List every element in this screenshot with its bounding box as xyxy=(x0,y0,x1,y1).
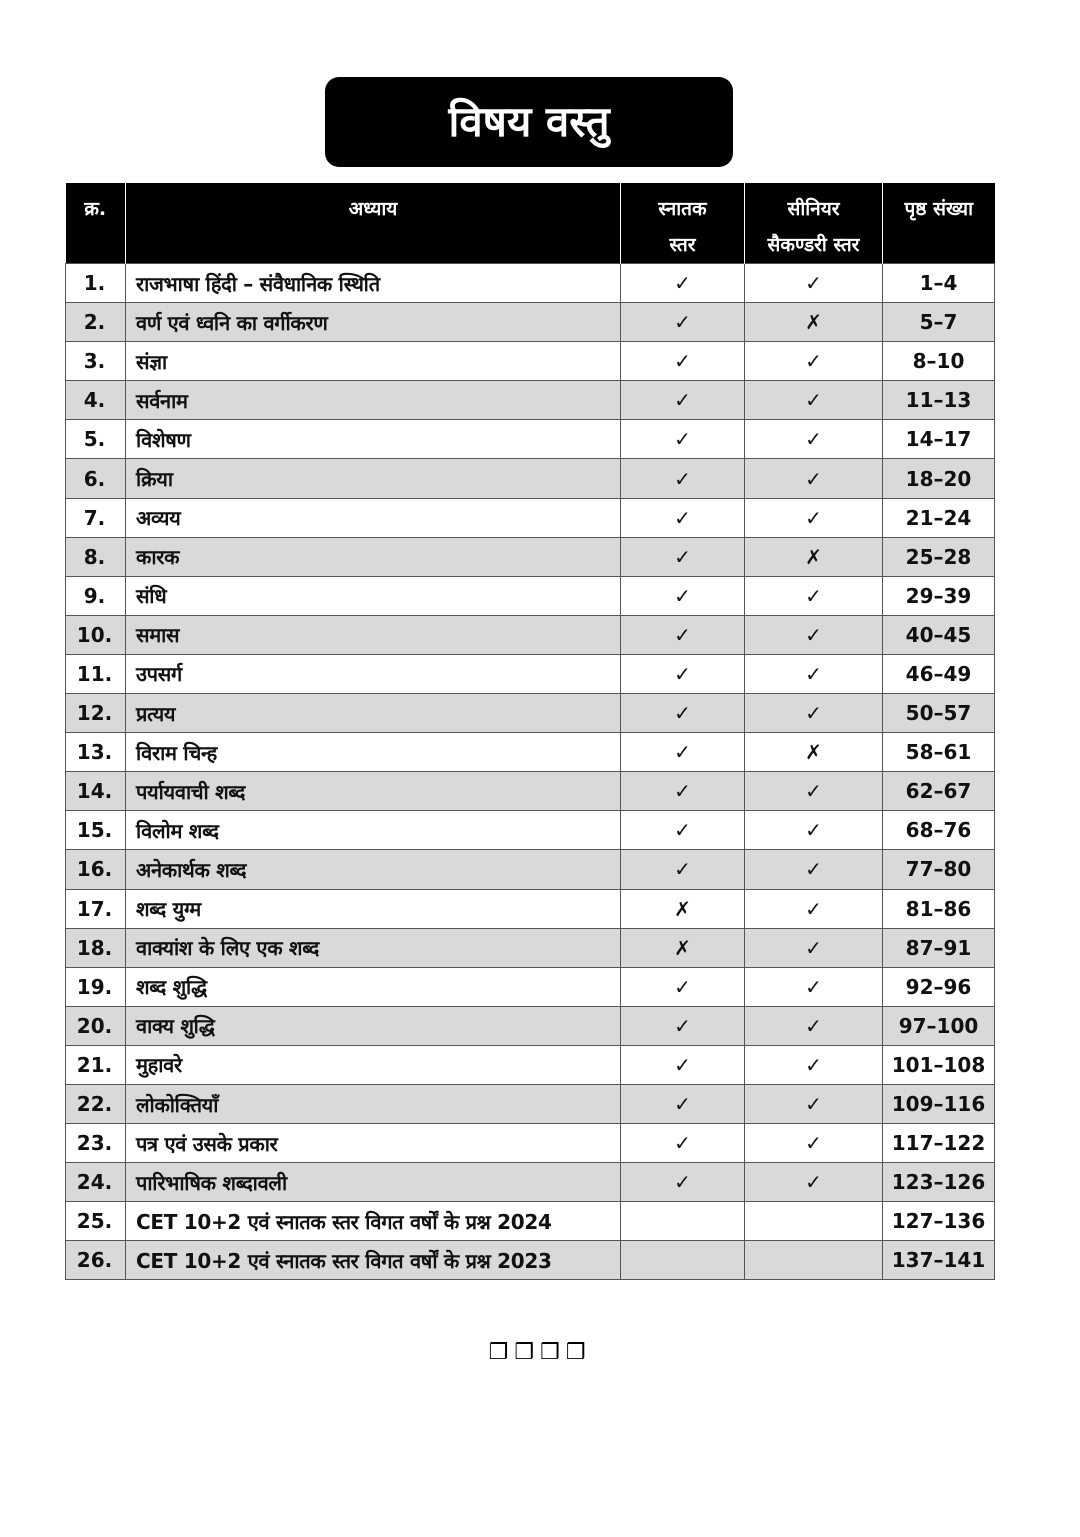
table-row xyxy=(66,342,995,381)
table-header xyxy=(66,183,995,264)
header-serial: क्र. xyxy=(66,183,126,264)
row-graduate-mark: ✓ xyxy=(621,1124,745,1163)
table-row xyxy=(66,654,995,693)
row-serial: 17. xyxy=(66,889,126,928)
row-pages: 68–76 xyxy=(883,811,995,850)
row-serial: 14. xyxy=(66,772,126,811)
row-chapter: वाक्यांश के लिए एक शब्द xyxy=(126,928,621,967)
row-serial: 7. xyxy=(66,498,126,537)
table-row xyxy=(66,537,995,576)
row-chapter: विलोम शब्द xyxy=(126,811,621,850)
row-graduate-mark: ✓ xyxy=(621,342,745,381)
header-graduate-level: स्नातक स्तर xyxy=(621,183,745,264)
row-pages: 77–80 xyxy=(883,850,995,889)
row-chapter: पत्र एवं उसके प्रकार xyxy=(126,1124,621,1163)
row-senior-mark: ✗ xyxy=(745,537,883,576)
row-chapter: क्रिया xyxy=(126,459,621,498)
table-row xyxy=(66,381,995,420)
row-chapter: उपसर्ग xyxy=(126,654,621,693)
row-chapter: CET 10+2 एवं स्नातक स्तर विगत वर्षों के प्रश्न 2024 xyxy=(126,1202,621,1241)
table-row xyxy=(66,498,995,537)
row-pages: 101–108 xyxy=(883,1045,995,1084)
row-chapter: मुहावरे xyxy=(126,1045,621,1084)
table-row xyxy=(66,733,995,772)
row-senior-mark: ✓ xyxy=(745,459,883,498)
row-senior-mark: ✓ xyxy=(745,1124,883,1163)
row-graduate-mark: ✓ xyxy=(621,381,745,420)
row-pages: 87–91 xyxy=(883,928,995,967)
table-row xyxy=(66,303,995,342)
row-senior-mark: ✓ xyxy=(745,264,883,303)
row-pages: 81–86 xyxy=(883,889,995,928)
row-serial: 19. xyxy=(66,967,126,1006)
row-senior-mark: ✓ xyxy=(745,1163,883,1202)
row-senior-mark: ✓ xyxy=(745,694,883,733)
row-serial: 24. xyxy=(66,1163,126,1202)
row-serial: 15. xyxy=(66,811,126,850)
row-pages: 97–100 xyxy=(883,1006,995,1045)
table-row xyxy=(66,850,995,889)
row-serial: 11. xyxy=(66,654,126,693)
row-pages: 123–126 xyxy=(883,1163,995,1202)
row-serial: 4. xyxy=(66,381,126,420)
row-senior-mark xyxy=(745,1202,883,1241)
row-chapter: विराम चिन्ह xyxy=(126,733,621,772)
row-senior-mark: ✓ xyxy=(745,1084,883,1123)
row-graduate-mark: ✗ xyxy=(621,928,745,967)
row-serial: 8. xyxy=(66,537,126,576)
row-graduate-mark xyxy=(621,1202,745,1241)
table-row xyxy=(66,1045,995,1084)
row-chapter: वाक्य शुद्धि xyxy=(126,1006,621,1045)
table-row xyxy=(66,811,995,850)
row-serial: 26. xyxy=(66,1241,126,1280)
row-pages: 40–45 xyxy=(883,615,995,654)
row-pages: 137–141 xyxy=(883,1241,995,1280)
row-pages: 8–10 xyxy=(883,342,995,381)
row-senior-mark: ✓ xyxy=(745,420,883,459)
row-serial: 3. xyxy=(66,342,126,381)
row-graduate-mark: ✓ xyxy=(621,772,745,811)
header-page-numbers: पृष्ठ संख्या xyxy=(883,183,995,264)
row-chapter: लोकोक्तियाँ xyxy=(126,1084,621,1123)
row-graduate-mark: ✓ xyxy=(621,615,745,654)
row-serial: 25. xyxy=(66,1202,126,1241)
row-senior-mark: ✗ xyxy=(745,733,883,772)
row-chapter: वर्ण एवं ध्वनि का वर्गीकरण xyxy=(126,303,621,342)
row-serial: 23. xyxy=(66,1124,126,1163)
row-graduate-mark: ✗ xyxy=(621,889,745,928)
row-senior-mark: ✓ xyxy=(745,576,883,615)
row-serial: 22. xyxy=(66,1084,126,1123)
title-banner xyxy=(325,77,733,167)
row-senior-mark: ✓ xyxy=(745,1006,883,1045)
table-row xyxy=(66,694,995,733)
table-row xyxy=(66,928,995,967)
row-pages: 46–49 xyxy=(883,654,995,693)
row-graduate-mark xyxy=(621,1241,745,1280)
table-row xyxy=(66,1084,995,1123)
table-row xyxy=(66,1163,995,1202)
row-graduate-mark: ✓ xyxy=(621,537,745,576)
contents-table xyxy=(65,183,995,1280)
row-graduate-mark: ✓ xyxy=(621,303,745,342)
row-graduate-mark: ✓ xyxy=(621,967,745,1006)
footer-box-marks: ❒❒❒❒ xyxy=(488,1340,592,1365)
row-chapter: प्रत्यय xyxy=(126,694,621,733)
row-pages: 117–122 xyxy=(883,1124,995,1163)
row-senior-mark: ✓ xyxy=(745,498,883,537)
row-pages: 25–28 xyxy=(883,537,995,576)
row-serial: 16. xyxy=(66,850,126,889)
row-serial: 1. xyxy=(66,264,126,303)
row-serial: 5. xyxy=(66,420,126,459)
row-graduate-mark: ✓ xyxy=(621,1006,745,1045)
row-senior-mark: ✓ xyxy=(745,381,883,420)
page-title: विषय वस्तु xyxy=(448,97,610,146)
row-serial: 20. xyxy=(66,1006,126,1045)
row-senior-mark: ✓ xyxy=(745,850,883,889)
row-serial: 6. xyxy=(66,459,126,498)
table-row xyxy=(66,1241,995,1280)
row-chapter: राजभाषा हिंदी – संवैधानिक स्थिति xyxy=(126,264,621,303)
row-serial: 18. xyxy=(66,928,126,967)
row-chapter: सर्वनाम xyxy=(126,381,621,420)
row-pages: 29–39 xyxy=(883,576,995,615)
row-graduate-mark: ✓ xyxy=(621,576,745,615)
row-pages: 58–61 xyxy=(883,733,995,772)
row-chapter: संधि xyxy=(126,576,621,615)
table-row xyxy=(66,1006,995,1045)
row-pages: 1–4 xyxy=(883,264,995,303)
row-pages: 92–96 xyxy=(883,967,995,1006)
row-chapter: समास xyxy=(126,615,621,654)
row-graduate-mark: ✓ xyxy=(621,264,745,303)
row-senior-mark: ✓ xyxy=(745,615,883,654)
row-serial: 12. xyxy=(66,694,126,733)
row-pages: 62–67 xyxy=(883,772,995,811)
row-senior-mark: ✓ xyxy=(745,772,883,811)
row-senior-mark: ✓ xyxy=(745,654,883,693)
row-chapter: CET 10+2 एवं स्नातक स्तर विगत वर्षों के प्रश्न 2023 xyxy=(126,1241,621,1280)
row-senior-mark: ✓ xyxy=(745,342,883,381)
row-senior-mark: ✓ xyxy=(745,928,883,967)
row-chapter: अनेकार्थक शब्द xyxy=(126,850,621,889)
row-chapter: संज्ञा xyxy=(126,342,621,381)
table-row xyxy=(66,967,995,1006)
header-senior-secondary-level: सीनियर सैकण्डरी स्तर xyxy=(745,183,883,264)
row-graduate-mark: ✓ xyxy=(621,1163,745,1202)
row-senior-mark: ✓ xyxy=(745,1045,883,1084)
row-pages: 21–24 xyxy=(883,498,995,537)
row-graduate-mark: ✓ xyxy=(621,1084,745,1123)
row-serial: 10. xyxy=(66,615,126,654)
table-row xyxy=(66,889,995,928)
row-pages: 18–20 xyxy=(883,459,995,498)
row-graduate-mark: ✓ xyxy=(621,498,745,537)
table-row xyxy=(66,420,995,459)
row-senior-mark: ✓ xyxy=(745,967,883,1006)
row-chapter: शब्द शुद्धि xyxy=(126,967,621,1006)
row-graduate-mark: ✓ xyxy=(621,1045,745,1084)
table-row xyxy=(66,772,995,811)
header-chapter: अध्याय xyxy=(126,183,621,264)
table-row xyxy=(66,264,995,303)
row-chapter: कारक xyxy=(126,537,621,576)
row-serial: 13. xyxy=(66,733,126,772)
row-chapter: पारिभाषिक शब्दावली xyxy=(126,1163,621,1202)
row-chapter: अव्यय xyxy=(126,498,621,537)
row-graduate-mark: ✓ xyxy=(621,694,745,733)
row-senior-mark: ✓ xyxy=(745,811,883,850)
row-graduate-mark: ✓ xyxy=(621,420,745,459)
table-row xyxy=(66,615,995,654)
table-row xyxy=(66,1124,995,1163)
row-pages: 109–116 xyxy=(883,1084,995,1123)
row-serial: 2. xyxy=(66,303,126,342)
row-senior-mark xyxy=(745,1241,883,1280)
row-graduate-mark: ✓ xyxy=(621,654,745,693)
table-row xyxy=(66,576,995,615)
row-serial: 9. xyxy=(66,576,126,615)
row-graduate-mark: ✓ xyxy=(621,459,745,498)
table-body xyxy=(66,264,995,1280)
row-pages: 11–13 xyxy=(883,381,995,420)
row-graduate-mark: ✓ xyxy=(621,733,745,772)
row-chapter: शब्द युग्म xyxy=(126,889,621,928)
row-chapter: पर्यायवाची शब्द xyxy=(126,772,621,811)
row-graduate-mark: ✓ xyxy=(621,811,745,850)
row-graduate-mark: ✓ xyxy=(621,850,745,889)
row-pages: 127–136 xyxy=(883,1202,995,1241)
row-serial: 21. xyxy=(66,1045,126,1084)
row-pages: 50–57 xyxy=(883,694,995,733)
row-senior-mark: ✗ xyxy=(745,303,883,342)
row-chapter: विशेषण xyxy=(126,420,621,459)
table-row xyxy=(66,459,995,498)
table-row xyxy=(66,1202,995,1241)
row-pages: 14–17 xyxy=(883,420,995,459)
row-senior-mark: ✓ xyxy=(745,889,883,928)
row-pages: 5–7 xyxy=(883,303,995,342)
